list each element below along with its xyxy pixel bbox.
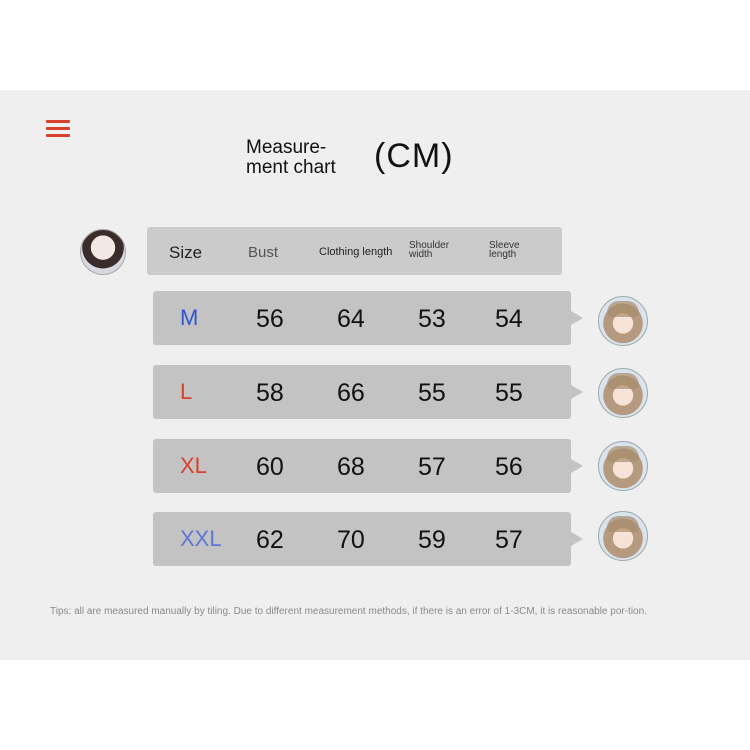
clothing-length-value: 64 <box>337 305 365 333</box>
curly-hair-avatar-icon <box>598 441 648 491</box>
sleeve-length-value: 54 <box>495 305 523 333</box>
header-size: Size <box>169 243 203 262</box>
shoulder-width-value: 57 <box>418 453 446 481</box>
clothing-length-value: 70 <box>337 526 365 554</box>
shoulder-width-value: 59 <box>418 526 446 554</box>
tips-text: Tips: all are measured manually by tiling. Due to different measurement methods, if there is an error of 1-3CM, it is reasonable por-tion. <box>50 606 647 617</box>
shoulder-width-value: 55 <box>418 379 446 407</box>
clothing-length-value: 68 <box>337 453 365 481</box>
page-title: Measure-ment chart <box>246 137 336 178</box>
table-row <box>153 439 571 493</box>
curly-hair-avatar-icon <box>598 296 648 346</box>
table-row <box>153 512 571 566</box>
curly-hair-avatar-icon <box>598 511 648 561</box>
size-label: XL <box>180 453 207 478</box>
bust-value: 56 <box>256 305 284 333</box>
sleeve-length-value: 55 <box>495 379 523 407</box>
sleeve-length-value: 57 <box>495 526 523 554</box>
shoulder-width-value: 53 <box>418 305 446 333</box>
table-row <box>153 365 571 419</box>
bust-value: 58 <box>256 379 284 407</box>
bust-value: 60 <box>256 453 284 481</box>
table-header <box>147 227 562 275</box>
clothing-length-value: 66 <box>337 379 365 407</box>
unit-label: (CM) <box>374 137 454 175</box>
curly-hair-avatar-icon <box>598 368 648 418</box>
size-label: M <box>180 305 199 330</box>
header-bust: Bust <box>248 244 279 261</box>
size-label: XXL <box>180 526 222 551</box>
character-avatar-icon <box>80 229 126 275</box>
menu-icon[interactable] <box>46 120 70 138</box>
header-clothing-length: Clothing length <box>319 246 393 258</box>
header-sleeve-length: Sleeve length <box>489 240 520 260</box>
table-row <box>153 291 571 345</box>
header-shoulder-width: Shoulder width <box>409 240 450 260</box>
bust-value: 62 <box>256 526 284 554</box>
size-label: L <box>180 379 193 404</box>
sleeve-length-value: 56 <box>495 453 523 481</box>
